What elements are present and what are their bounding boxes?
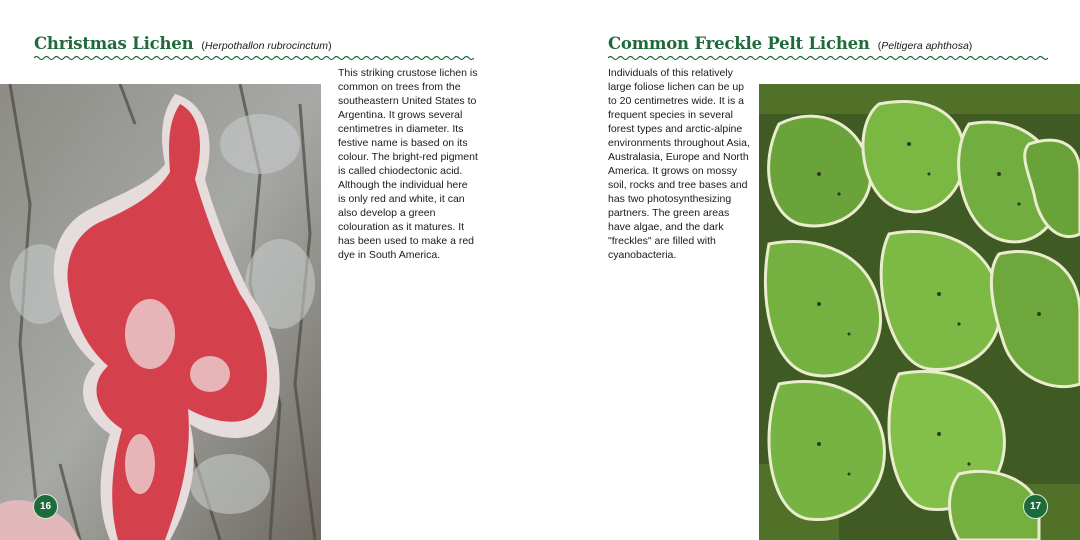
right-wavy-divider <box>608 54 1048 62</box>
left-heading <box>34 34 332 53</box>
left-title: Christmas Lichen <box>34 34 194 53</box>
right-page <box>540 0 1080 540</box>
left-wavy-divider <box>34 54 474 62</box>
freckle-pelt-lichen-photo <box>759 84 1080 540</box>
left-body-text: This striking crustose lichen is common on trees from the southeastern United States to Argentina. It grows several centimetres in diameter. Its festive name is based on its colour. The bright-red pigment is called chiodectonic acid. Although the individual here is only red and white, it can also develop a green colouration as it matures. It has been used to make a red dye in South America. <box>338 67 478 261</box>
left-scientific-name: (Herpothallon rubrocinctum) <box>201 40 332 52</box>
right-scientific-name: (Peltigera aphthosa) <box>877 40 973 52</box>
left-page-number: 16 <box>33 494 58 519</box>
right-body-text: Individuals of this relatively large foliose lichen can be up to 20 centimetres wide. It is a frequent species in several forest types and arctic-alpine environments throughout Asia, Australasia, Europe and North America. It grows on mossy soil, rocks and tree bases and has two photosynthesizing partners. The green areas have algae, and the dark "freckles" are filled with cyanobacteria. <box>608 67 750 261</box>
christmas-lichen-photo <box>0 84 321 540</box>
right-title: Common Freckle Pelt Lichen <box>608 34 870 53</box>
right-page-number: 17 <box>1023 494 1048 519</box>
right-heading <box>608 34 972 53</box>
